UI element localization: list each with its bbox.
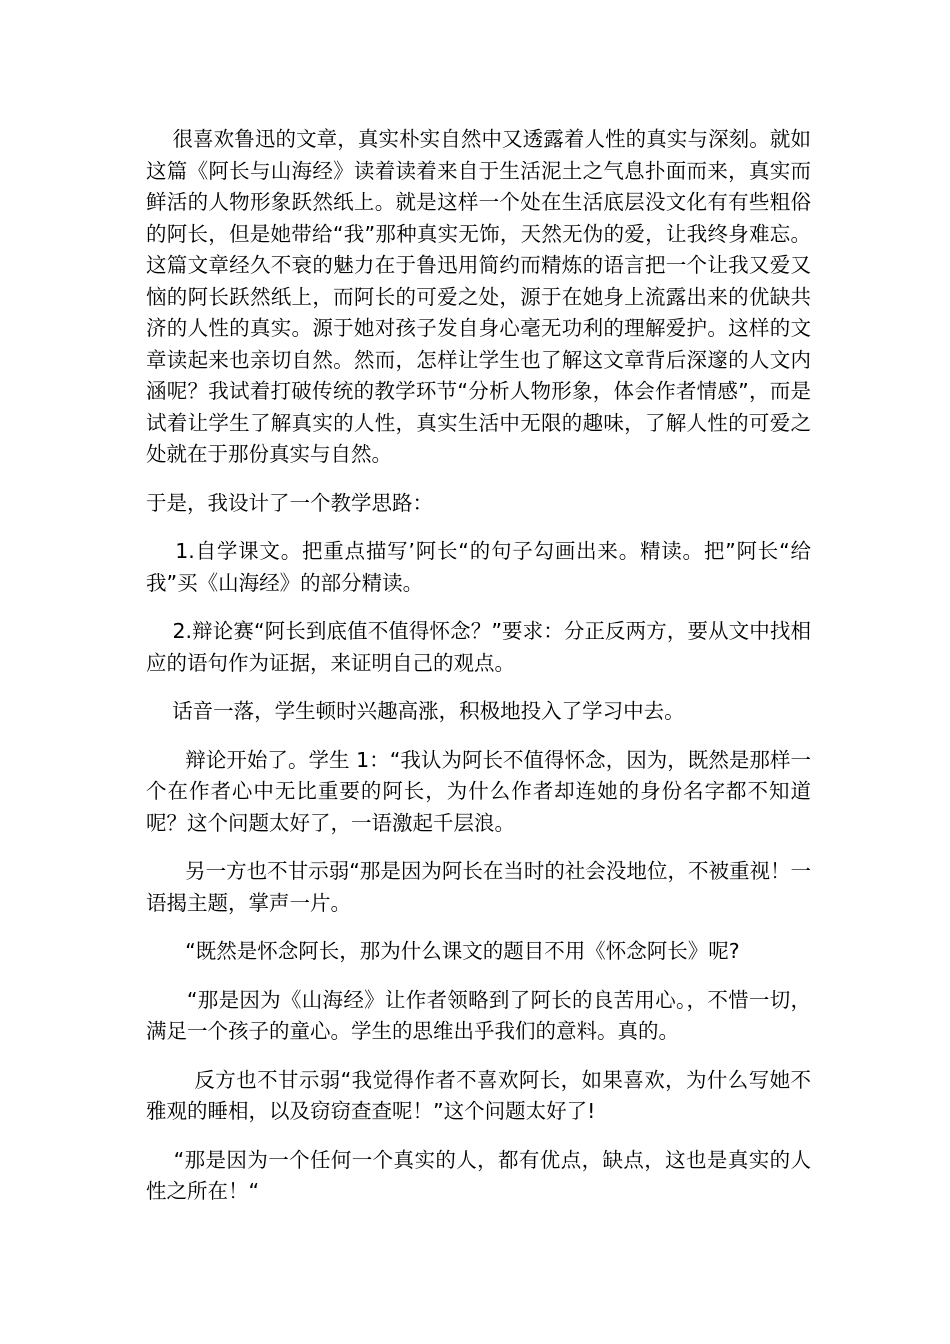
paragraph-step-1: 1.自学课文。把重点描写’阿长“的句子勾画出来。精读。把”阿长“给我”买《山海经》的部分精读。 <box>146 539 811 595</box>
paragraph-conclusion: “那是因为一个任何一个真实的人，都有优点，缺点，这也是真实的人性之所在！“ <box>146 1147 811 1203</box>
paragraph-rebuttal-1: 另一方也不甘示弱“那是因为阿长在当时的社会没地位，不被重视！一语揭主题，掌声一片。 <box>146 859 811 915</box>
paragraph-debate-start: 辩论开始了。学生 1：“我认为阿长不值得怀念，因为，既然是那样一个在作者心中无比重要的阿长，为什么作者却连她的身份名字都不知道呢？这个问题太好了，一语激起千层浪。 <box>146 747 811 835</box>
paragraph-intro: 很喜欢鲁迅的文章，真实朴实自然中又透露着人性的真实与深刻。就如这篇《阿长与山海经》读着读着来自于生活泥土之气息扑面而来，真实而鲜活的人物形象跃然纸上。就是这样一个处在生活底层没文化有有些粗俗的阿长，但是她带给“我”那种真实无饰，天然无伪的爱，让我终身难忘。这篇文章经久不衰的魅力在于鲁迅用简约而精炼的语言把一个让我又爱又恼的阿长跃然纸上，而阿长的可爱之处，源于在她身上流露出来的优缺共济的人性的真实。源于她对孩子发自身心毫无功利的理解爱护。这样的文章读起来也亲切自然。然而，怎样让学生也了解这文章背后深邃的人文内涵呢？我试着打破传统的教学环节“分析人物形象，体会作者情感”，而是试着让学生了解真实的人性，真实生活中无限的趣味，了解人性的可爱之处就在于那份真实与自然。 <box>146 127 811 466</box>
paragraph-step-2: 2.辩论赛“阿长到底值不值得怀念？”要求：分正反两方，要从文中找相应的语句作为证据，来证明自己的观点。 <box>146 619 811 675</box>
paragraph-teaching-plan: 于是，我设计了一个教学思路： <box>146 490 433 515</box>
paragraph-answer-title: “那是因为《山海经》让作者领略到了阿长的良苦用心。，不惜一切，满足一个孩子的童心。学生的思维出乎我们的意料。真的。 <box>146 987 811 1043</box>
paragraph-opposition: 反方也不甘示弱“我觉得作者不喜欢阿长，如果喜欢，为什么写她不雅观的睡相，以及窃窃查查呢！”这个问题太好了! <box>146 1067 811 1123</box>
paragraph-student-reaction: 话音一落，学生顿时兴趣高涨，积极地投入了学习中去。 <box>146 699 685 723</box>
paragraph-question-title: “既然是怀念阿长，那为什么课文的题目不用《怀念阿长》呢? <box>146 939 740 963</box>
document-body <box>146 124 811 1225</box>
